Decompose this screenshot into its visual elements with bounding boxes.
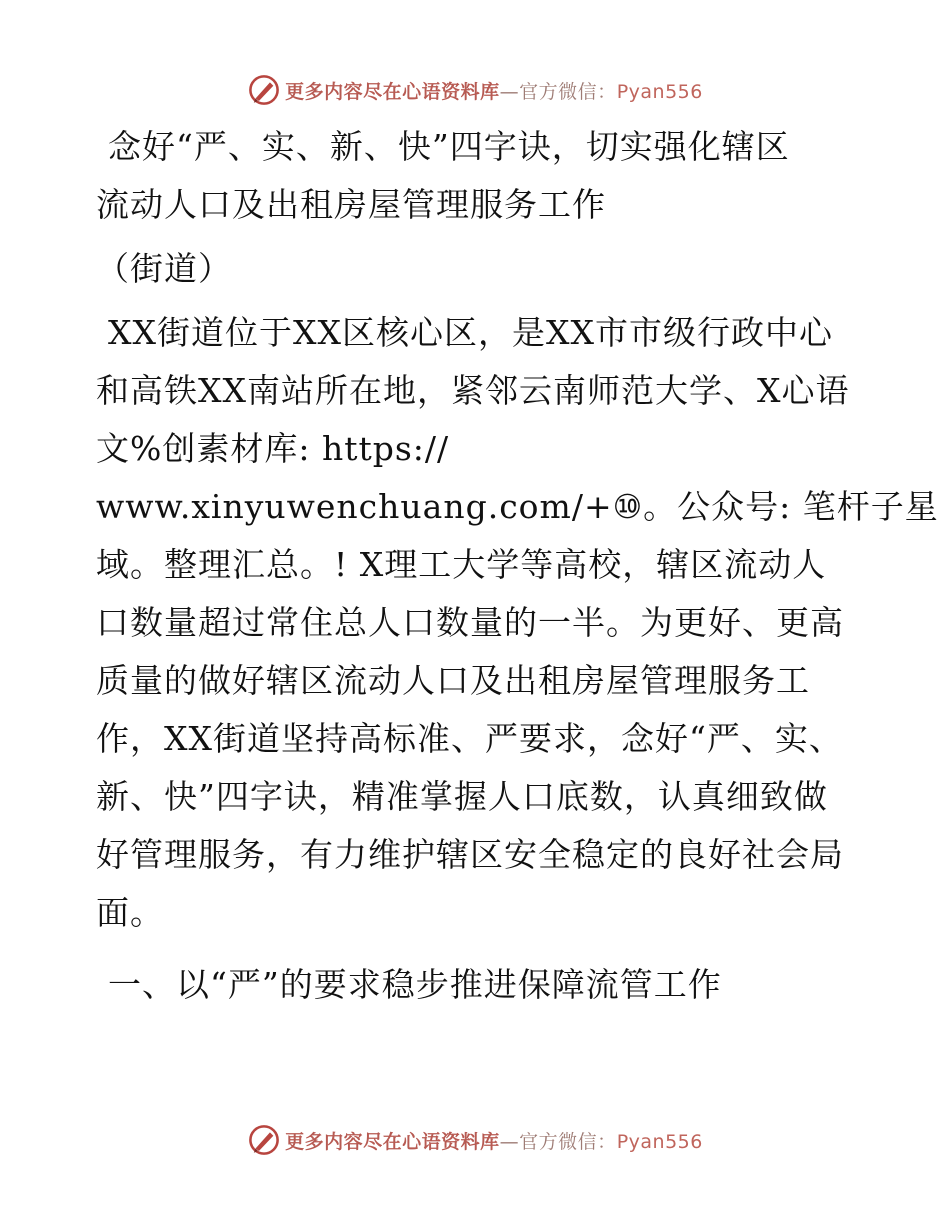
- watermark-separator: —: [499, 80, 520, 103]
- body-line: 面。: [96, 893, 164, 932]
- body-line: 新、快”四字诀，精准掌握人口底数，认真细致做: [96, 777, 828, 816]
- watermark-handle: Pyan556: [616, 80, 703, 103]
- watermark-text: [285, 1127, 703, 1154]
- watermark-handle: Pyan556: [616, 1130, 703, 1153]
- section-heading: 一、以“严”的要求稳步推进保障流管工作: [108, 965, 722, 1004]
- watermark-brand: 更多内容尽在心语资料库: [285, 80, 500, 103]
- body-line: 域。整理汇总。! X理工大学等高校，辖区流动人: [96, 545, 827, 584]
- watermark-separator: —: [499, 1130, 520, 1153]
- title-line-2: 流动人口及出租房屋管理服务工作: [96, 185, 606, 224]
- title-line-1: 念好“严、实、新、快”四字诀，切实强化辖区: [108, 127, 790, 166]
- watermark-text: [285, 77, 703, 104]
- body-line: 好管理服务，有力维护辖区安全稳定的良好社会局: [96, 835, 844, 874]
- body-line: 和高铁XX南站所在地，紧邻云南师范大学、X心语: [96, 371, 850, 410]
- body-line: 文%创素材库: https://: [96, 429, 450, 468]
- pen-logo-icon: [247, 73, 281, 107]
- watermark-official: 官方微信：: [519, 80, 617, 103]
- watermark-official: 官方微信：: [519, 1130, 617, 1153]
- body-line: XX街道位于XX区核心区，是XX市市级行政中心: [108, 313, 833, 352]
- body-line: 口数量超过常住总人口数量的一半。为更好、更高: [96, 603, 844, 642]
- document-body: [96, 118, 939, 1014]
- body-line: 作，XX街道坚持高标准、严要求，念好“严、实、: [96, 719, 843, 758]
- header-watermark: [0, 70, 950, 110]
- body-line: www.xinyuwenchuang.com/+⑩。公众号: 笔杆子星: [96, 487, 939, 526]
- footer-watermark: [0, 1120, 950, 1160]
- pen-logo-icon: [247, 1123, 281, 1157]
- watermark-brand: 更多内容尽在心语资料库: [285, 1130, 500, 1153]
- subtitle: （街道）: [96, 249, 232, 288]
- body-line: 质量的做好辖区流动人口及出租房屋管理服务工: [96, 661, 810, 700]
